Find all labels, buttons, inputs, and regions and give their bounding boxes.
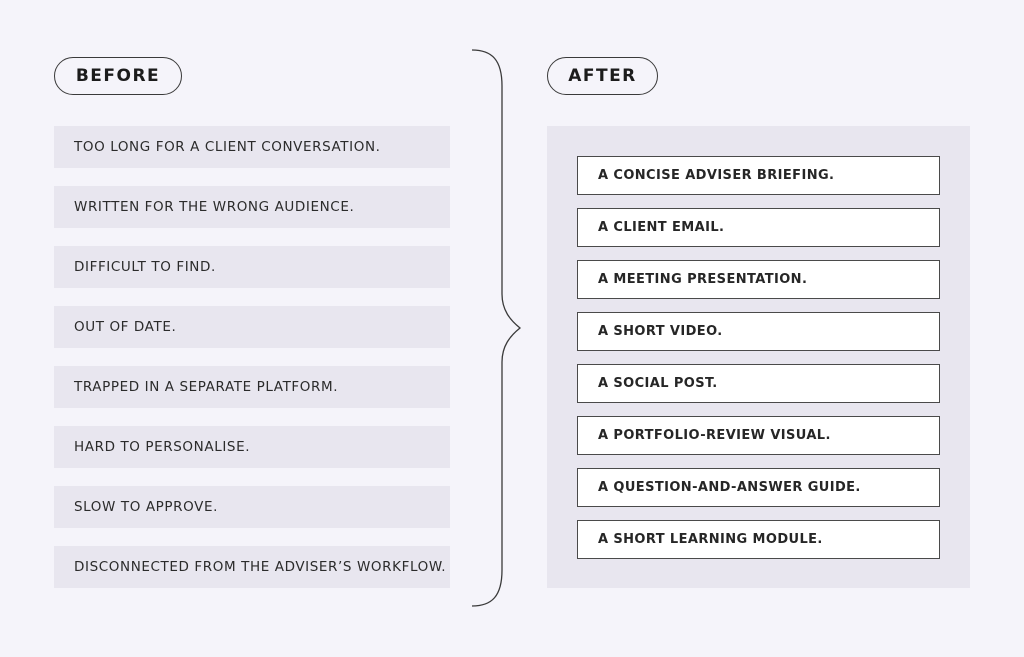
before-item: HARD TO PERSONALISE. — [54, 426, 450, 468]
before-item: SLOW TO APPROVE. — [54, 486, 450, 528]
after-list — [577, 156, 940, 572]
before-item: WRITTEN FOR THE WRONG AUDIENCE. — [54, 186, 450, 228]
curly-brace-connector — [468, 48, 528, 610]
before-item: OUT OF DATE. — [54, 306, 450, 348]
before-item: TRAPPED IN A SEPARATE PLATFORM. — [54, 366, 450, 408]
after-item: A CLIENT EMAIL. — [577, 208, 940, 247]
after-item: A MEETING PRESENTATION. — [577, 260, 940, 299]
before-item: DISCONNECTED FROM THE ADVISER’S WORKFLOW. — [54, 546, 450, 588]
after-item: A SHORT VIDEO. — [577, 312, 940, 351]
after-panel — [547, 126, 970, 588]
after-item: A QUESTION-AND-ANSWER GUIDE. — [577, 468, 940, 507]
before-list — [54, 126, 450, 606]
after-item: A PORTFOLIO-REVIEW VISUAL. — [577, 416, 940, 455]
after-item: A SOCIAL POST. — [577, 364, 940, 403]
before-item: DIFFICULT TO FIND. — [54, 246, 450, 288]
after-item: A SHORT LEARNING MODULE. — [577, 520, 940, 559]
before-item: TOO LONG FOR A CLIENT CONVERSATION. — [54, 126, 450, 168]
before-heading: BEFORE — [54, 57, 182, 95]
after-heading: AFTER — [547, 57, 658, 95]
after-item: A CONCISE ADVISER BRIEFING. — [577, 156, 940, 195]
